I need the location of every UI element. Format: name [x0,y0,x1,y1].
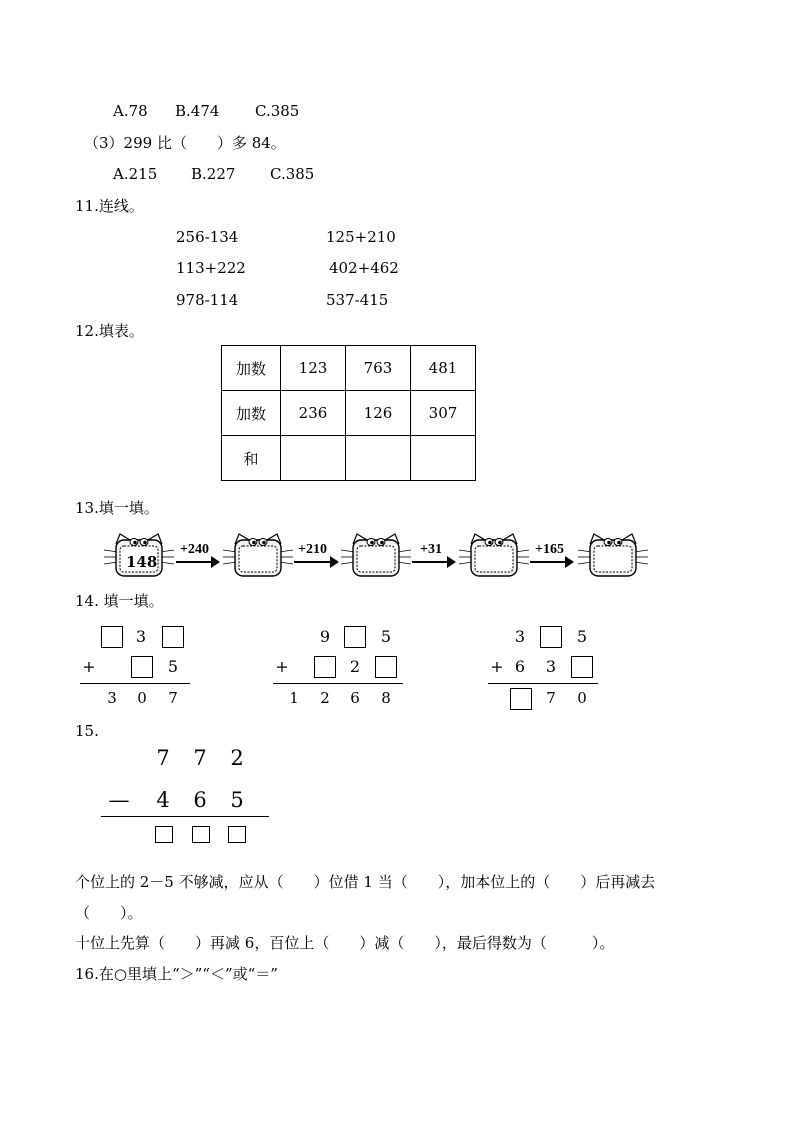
table-cell: 126 [346,391,411,436]
digit: 2 [349,657,361,676]
digit: 5 [576,627,588,646]
digit: 6 [193,788,207,812]
table-row [222,391,476,436]
digit-box[interactable] [192,826,210,843]
question-13-title: 13.填一填。 [75,499,159,517]
answer-cell[interactable] [346,436,411,481]
arrow-line [294,561,331,563]
digit: 7 [156,746,170,770]
table-cell: 763 [346,346,411,391]
digit: 3 [514,627,526,646]
cat-frame-icon [223,530,293,580]
fill-blank-text: 个位上的 2－5 不够减，应从（ ）位借 1 当（ ），加本位上的（ ）后再减去 [75,873,656,891]
digit-box[interactable] [571,656,593,678]
sum-line [488,683,598,684]
arrow-head-icon [211,556,220,568]
digit: 0 [577,689,587,707]
difference-line [101,816,269,817]
digit-box[interactable] [540,626,562,648]
option-a: A.215 [113,165,158,183]
digit: 2 [320,689,330,707]
question-12-title: 12.填表。 [75,322,144,340]
sum-line [273,683,403,684]
digit: 5 [380,627,392,646]
match-left-item: 978-114 [176,291,239,309]
arrow-head-icon [565,556,574,568]
cat-frame-icon [341,530,411,580]
option-a: A.78 [113,102,148,120]
digit: 9 [319,627,331,646]
cat-frame-icon [459,530,529,580]
table-cell: 236 [281,391,346,436]
digit-box[interactable] [314,656,336,678]
question-10-3-stem: （3）299 比（ ）多 84。 [84,134,286,152]
option-c: C.385 [255,102,300,120]
digit: 0 [137,689,147,707]
digit: 7 [168,689,178,707]
digit: 5 [167,657,179,676]
match-left-item: 113+222 [176,259,246,277]
start-number: 148 [126,553,158,571]
digit-box[interactable] [228,826,246,843]
digit-box[interactable] [131,656,153,678]
arrow-head-icon [447,556,456,568]
digit: 7 [193,746,207,770]
digit-box[interactable] [375,656,397,678]
operation-label: +210 [298,542,327,557]
digit: 2 [230,746,244,770]
operation-label: +240 [180,542,209,557]
option-c: C.385 [270,165,315,183]
minus-sign: — [108,788,130,812]
row-label: 加数 [222,346,281,391]
digit-box[interactable] [344,626,366,648]
arrow-line [412,561,448,563]
arrow-line [530,561,566,563]
row-label: 和 [222,436,281,481]
answer-cell[interactable] [411,436,476,481]
digit: 3 [135,627,147,646]
fill-blank-text: （ ）。 [75,904,143,922]
fill-blank-text: 十位上先算（ ）再减 6，百位上（ ）减（ ），最后得数为（ ）。 [75,934,615,952]
table-row [222,436,476,481]
table-row [222,346,476,391]
digit-box[interactable] [155,826,173,843]
option-b: B.474 [175,102,220,120]
answer-cell[interactable] [281,436,346,481]
arrow-line [176,561,212,563]
digit-box[interactable] [162,626,184,648]
row-label: 加数 [222,391,281,436]
match-right-item: 537-415 [326,291,389,309]
digit: 7 [546,689,556,707]
table-cell: 307 [411,391,476,436]
plus-sign: + [490,657,504,676]
match-left-item: 256-134 [176,228,239,246]
table-cell: 481 [411,346,476,391]
question-14-title: 14. 填一填。 [75,592,164,610]
digit: 3 [545,657,557,676]
match-right-item: 402+462 [329,259,399,277]
match-right-item: 125+210 [326,228,396,246]
digit: 6 [514,657,526,676]
digit: 8 [381,689,391,707]
question-15-title: 15. [75,722,99,740]
operation-label: +31 [420,542,442,557]
plus-sign: + [82,657,96,676]
digit: 3 [107,689,117,707]
digit-box[interactable] [510,688,532,710]
question-11-title: 11.连线。 [75,197,144,215]
plus-sign: + [275,657,289,676]
digit: 5 [230,788,244,812]
table-cell: 123 [281,346,346,391]
cat-frame-icon [578,530,648,580]
question-16-title: 16.在○里填上“＞”“＜”或“＝” [75,965,278,983]
addition-table [221,345,476,481]
sum-line [80,683,190,684]
digit: 4 [156,788,170,812]
digit: 6 [350,689,360,707]
arrow-head-icon [330,556,339,568]
digit-box[interactable] [101,626,123,648]
option-b: B.227 [191,165,236,183]
operation-label: +165 [535,542,564,557]
digit: 1 [289,689,299,707]
